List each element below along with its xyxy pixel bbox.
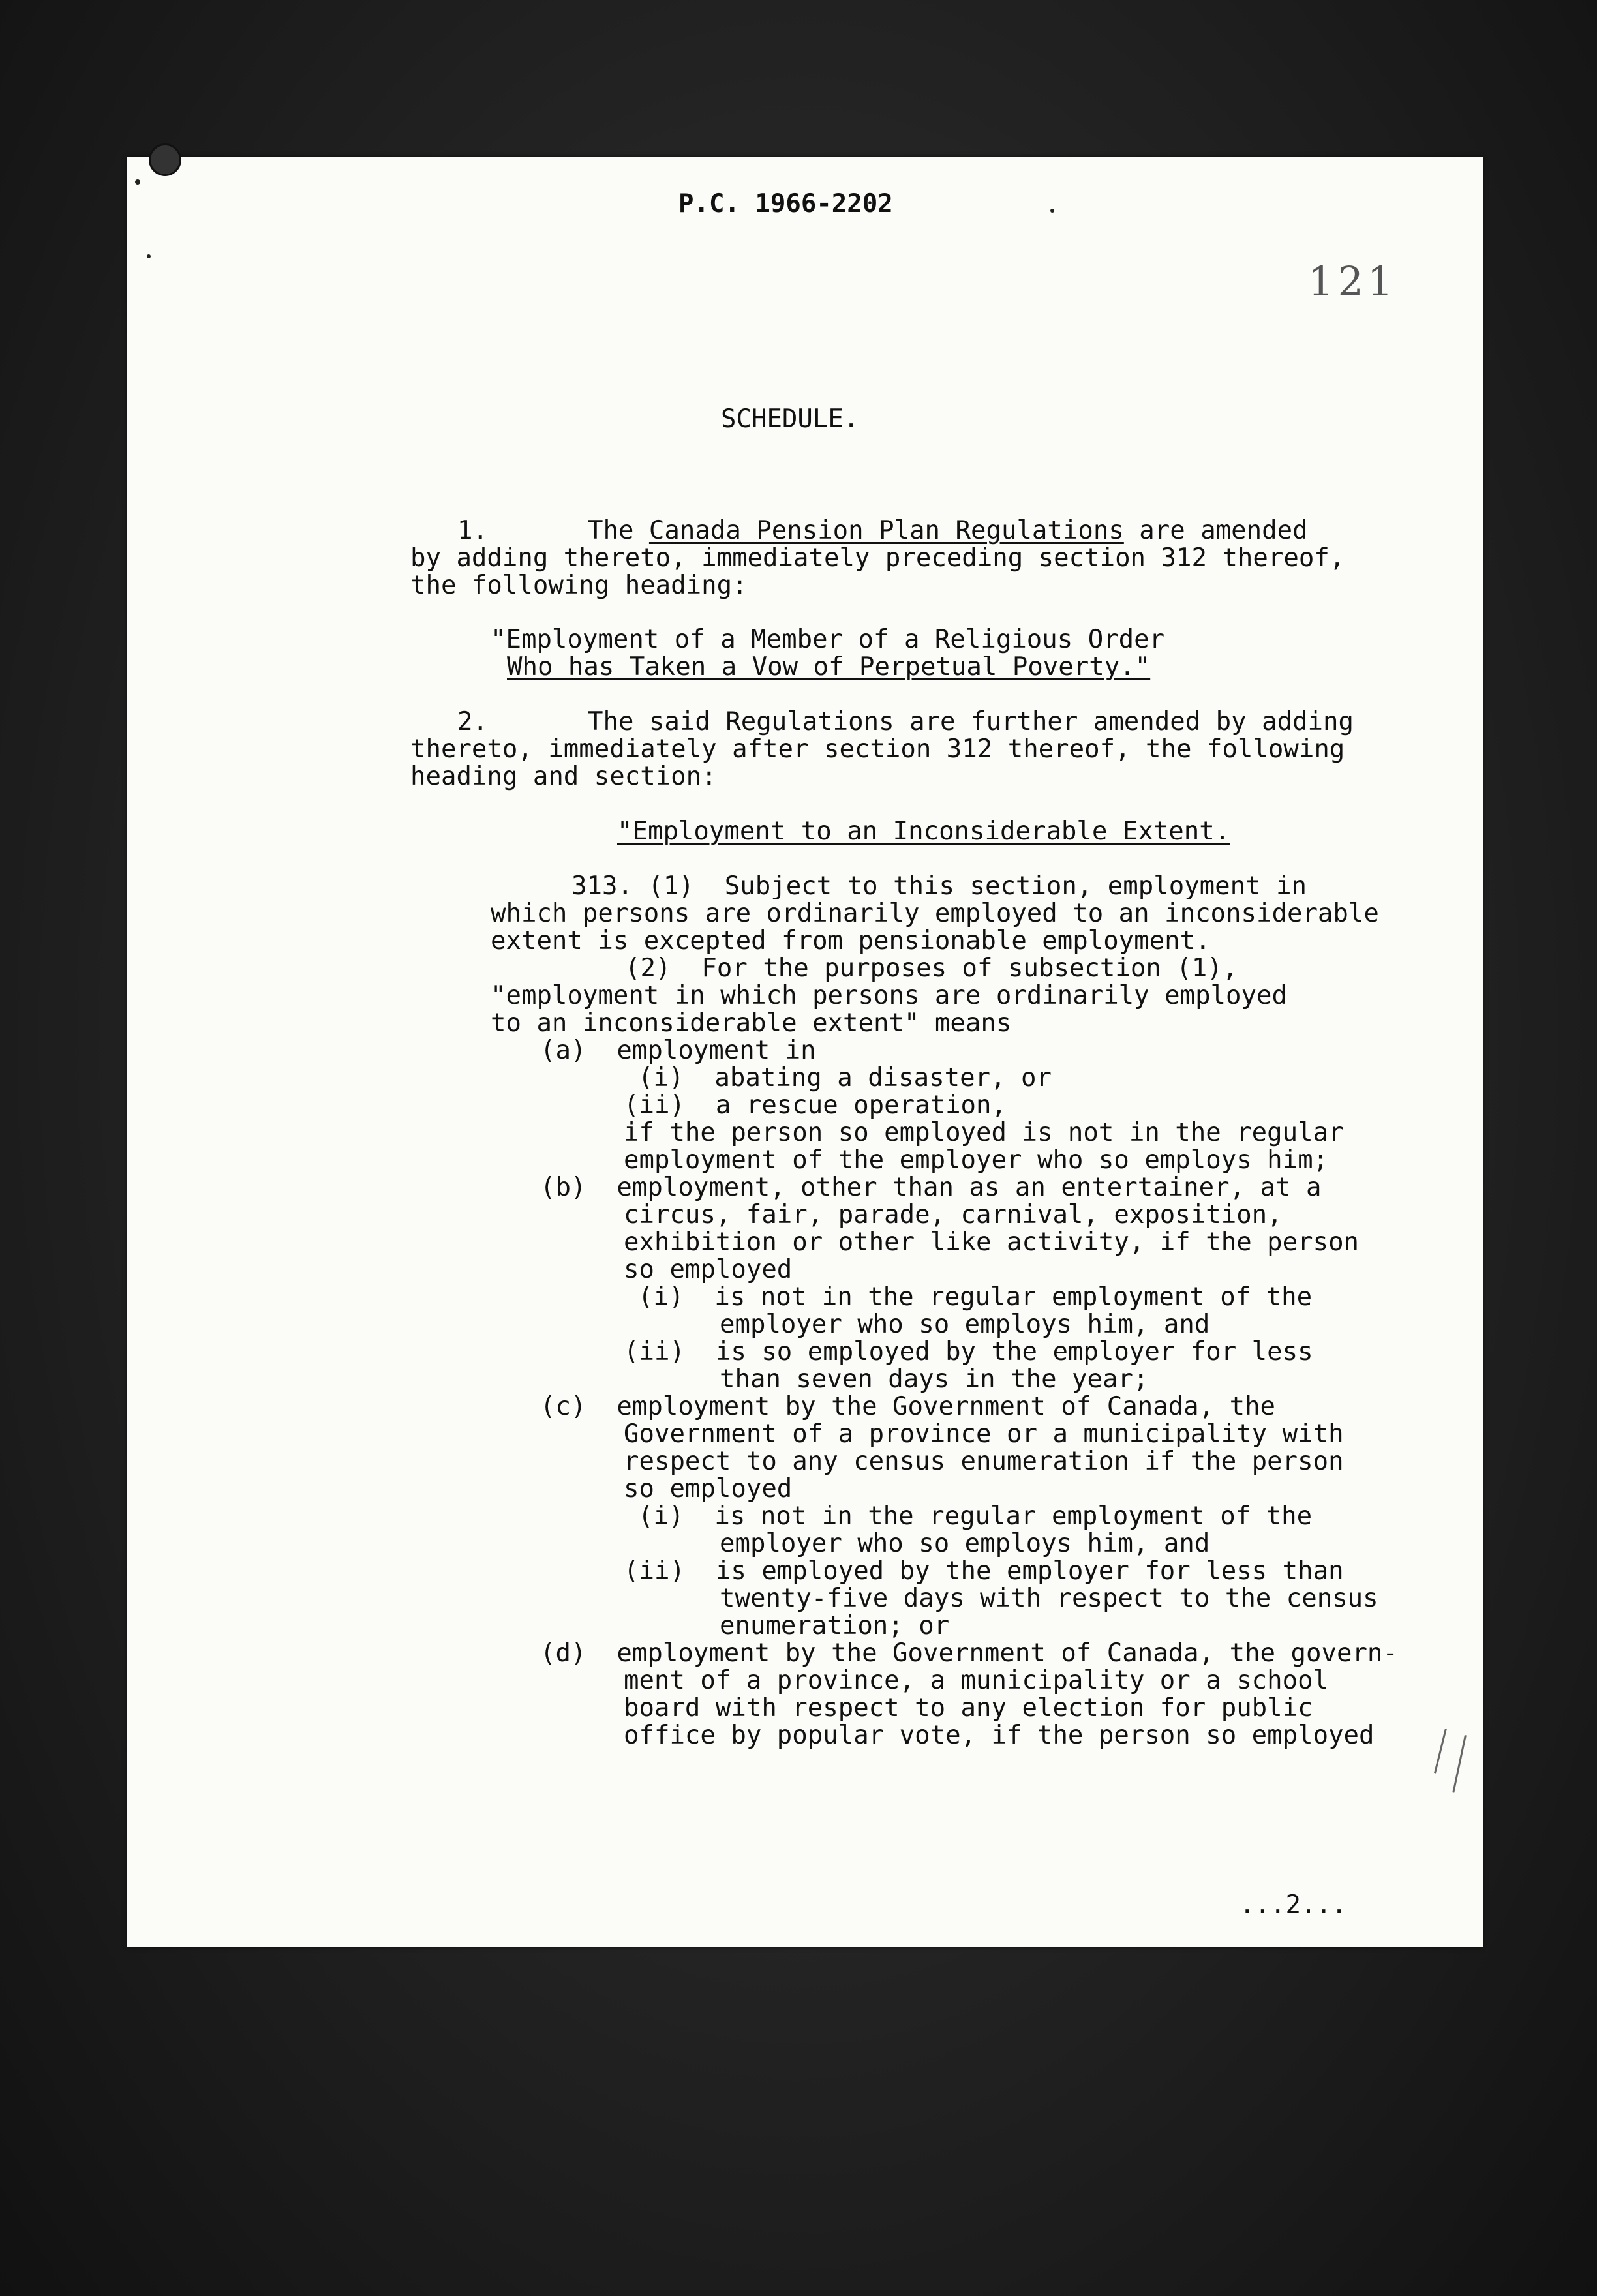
clause-b: (b) employment, other than as an entertainer, at a [540,1173,1322,1202]
section-2-line-1: The said Regulations are further amended by adding [588,707,1354,736]
s313-line: respect to any census enumeration if the person [624,1447,1344,1476]
s313-line: office by popular vote, if the person so employed [624,1721,1375,1750]
s313-line: extent is excepted from pensionable employment. [491,926,1211,956]
scan-speck [135,179,140,185]
s313-line: "employment in which persons are ordinarily employed [491,981,1287,1010]
s313-line: than seven days in the year; [720,1365,1149,1394]
section-2-line-2: thereto, immediately after section 312 thereof, the following [410,734,1345,764]
section-2-heading: "Employment to an Inconsiderable Extent. [617,817,1230,846]
s313-line: (2) For the purposes of subsection (1), [625,954,1238,983]
section-1-number: 1. [457,516,488,545]
s313-line: so employed [624,1474,793,1503]
clause-a-ii: (ii) a rescue operation, [624,1091,1007,1120]
s313-line: which persons are ordinarily employed to an inconsiderable [491,899,1379,928]
section-2-number: 2. [457,707,488,736]
scan-scratch [1452,1735,1467,1793]
clause-d: (d) employment by the Government of Canada, the govern- [540,1639,1398,1668]
section-1-line-1: The Canada Pension Plan Regulations are amended [588,516,1308,545]
clause-c-ii: (ii) is employed by the employer for less than [624,1556,1344,1586]
section-1-heading-line-2: Who has Taken a Vow of Perpetual Poverty." [507,652,1151,682]
s313-line: twenty-five days with respect to the census [720,1584,1378,1613]
clause-b-ii: (ii) is so employed by the employer for less [624,1337,1313,1367]
s313-line: circus, fair, parade, carnival, exposition, [624,1200,1283,1230]
s313-line: employment of the employer who so employs him; [624,1145,1329,1175]
s313-line: enumeration; or [720,1611,950,1640]
section-1-heading-line-1: "Employment of a Member of a Religious Order [491,625,1165,654]
clause-a-i: (i) abating a disaster, or [638,1063,1052,1093]
punch-hole [149,144,181,176]
clause-c-i: (i) is not in the regular employment of the [638,1502,1313,1531]
section-2-line-3: heading and section: [410,762,717,791]
page-stamp-number: 121 [1308,258,1397,305]
continuation-marker: ...2... [1240,1890,1347,1920]
clause-b-i: (i) is not in the regular employment of the [638,1282,1313,1312]
s313-line: ment of a province, a municipality or a school [624,1666,1329,1695]
document-page [127,157,1483,1947]
s313-line: employer who so employs him, and [720,1310,1210,1339]
scan-speck [1050,209,1054,213]
s313-line: so employed [624,1255,793,1284]
s313-line: employer who so employs him, and [720,1529,1210,1558]
schedule-title: SCHEDULE. [721,404,859,434]
s313-line: exhibition or other like activity, if the person [624,1228,1360,1257]
s313-line: if the person so employed is not in the regular [624,1118,1344,1147]
s313-line: to an inconsiderable extent" means [491,1008,1012,1038]
clause-c: (c) employment by the Government of Canada, the [540,1392,1276,1421]
s313-line: board with respect to any election for public [624,1693,1313,1723]
pc-number: P.C. 1966-2202 [678,189,893,219]
scan-speck [147,254,151,258]
s313-line: Government of a province or a municipality with [624,1419,1344,1449]
scan-scratch [1434,1729,1447,1774]
section-1-line-3: the following heading: [410,571,748,600]
regulations-title: Canada Pension Plan Regulations [648,516,1124,545]
section-1-line-2: by adding thereto, immediately preceding section 312 thereof, [410,543,1345,573]
clause-a: (a) employment in [540,1036,816,1065]
s313-line: 313. (1) Subject to this section, employment in [571,871,1307,901]
